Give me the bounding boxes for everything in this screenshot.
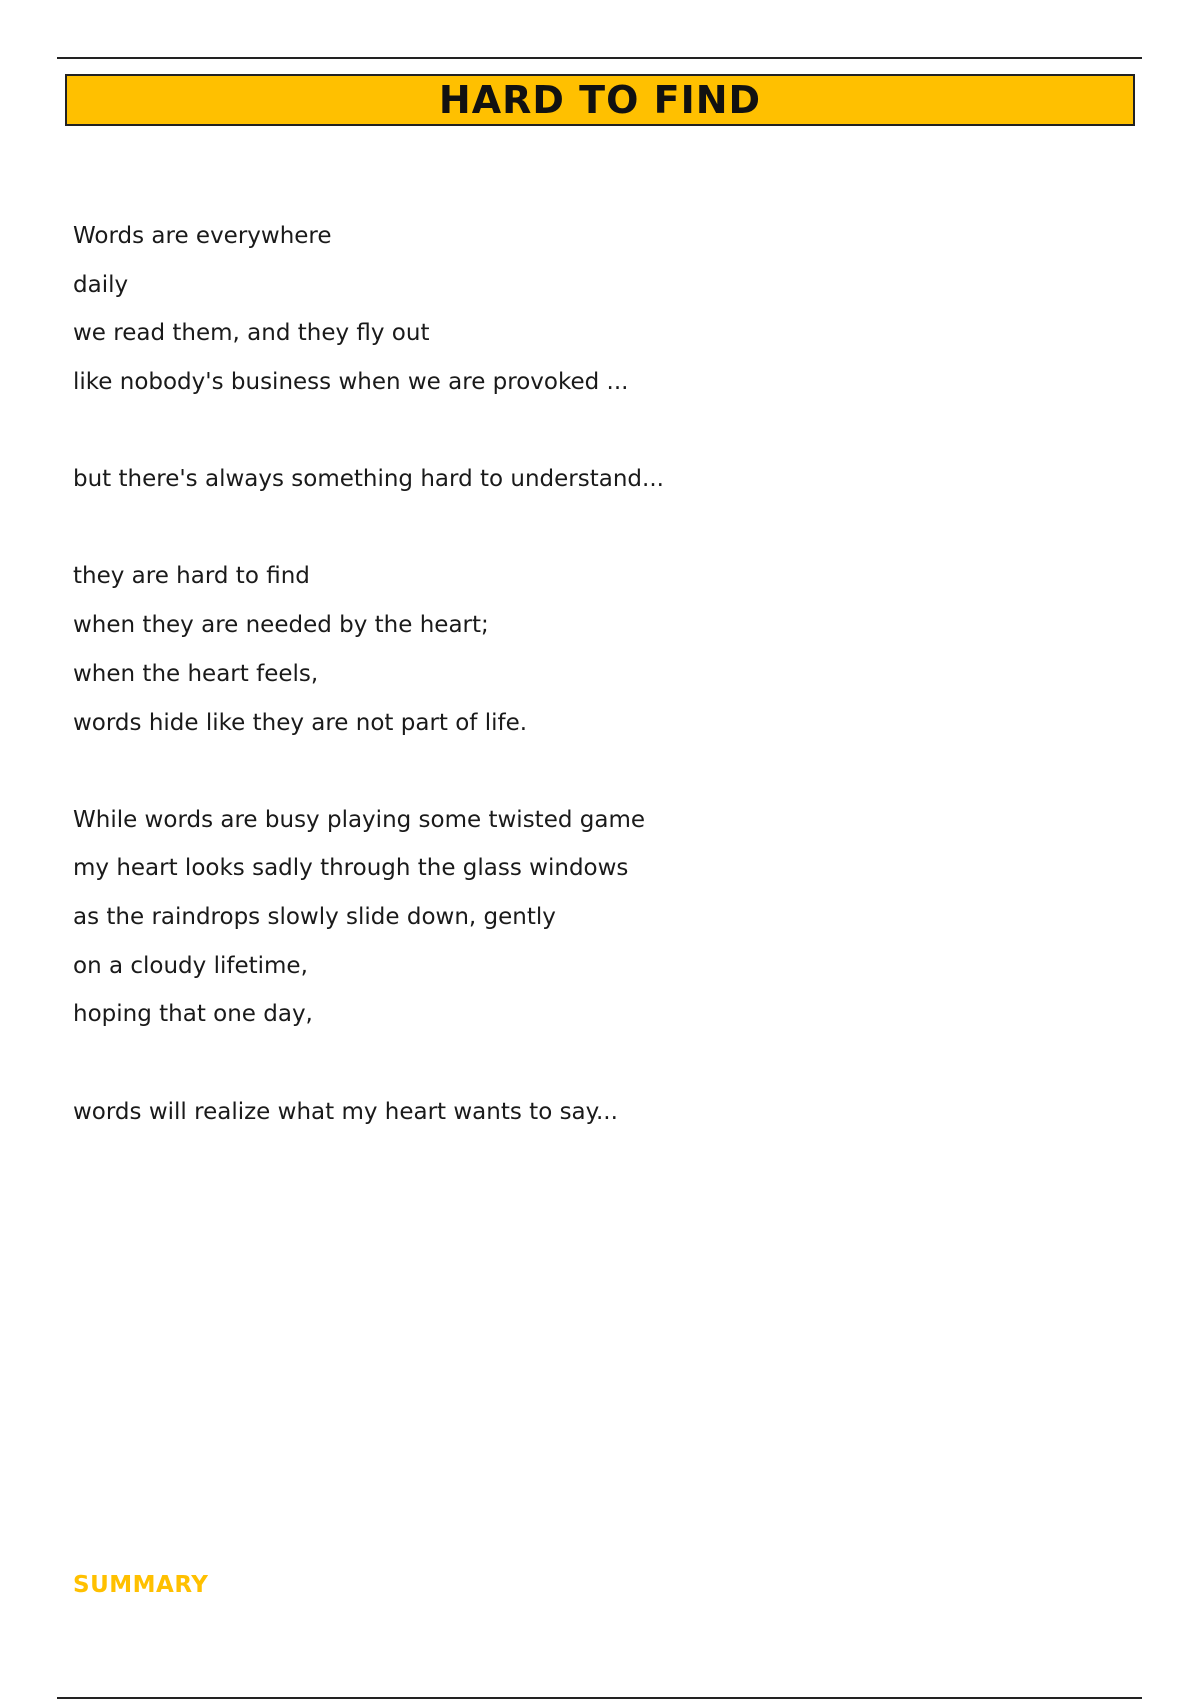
page-title: HARD TO FIND xyxy=(438,78,762,122)
poem-line: on a cloudy lifetime, xyxy=(73,952,308,979)
poem-line: we read them, and they fly out xyxy=(73,320,430,347)
stanza-4 xyxy=(73,796,1073,1039)
title-bar xyxy=(65,74,1135,126)
poem-line: my heart looks sadly through the glass windows xyxy=(73,855,629,882)
poem-body xyxy=(73,212,1073,1136)
poem-line: when the heart feels, xyxy=(73,660,319,687)
poem-line: they are hard to find xyxy=(73,563,310,590)
bottom-rule xyxy=(57,1697,1142,1699)
poem-line: words hide like they are not part of life. xyxy=(73,709,528,736)
poem-line: but there's always something hard to understand... xyxy=(73,466,664,493)
poem-line: While words are busy playing some twisted game xyxy=(73,806,646,833)
poem-line: hoping that one day, xyxy=(73,1001,313,1028)
poem-line: like nobody's business when we are provoked ... xyxy=(73,369,629,396)
stanza-1 xyxy=(73,212,1073,407)
top-rule xyxy=(57,57,1142,59)
stanza-3 xyxy=(73,552,1073,747)
poem-line: words will realize what my heart wants to say... xyxy=(73,1098,618,1125)
poem-line: daily xyxy=(73,271,129,298)
poem-line: Words are everywhere xyxy=(73,223,332,249)
stanza-2 xyxy=(73,455,1073,504)
poem-line: as the raindrops slowly slide down, gently xyxy=(73,904,556,931)
stanza-5 xyxy=(73,1088,1073,1137)
poem-line: when they are needed by the heart; xyxy=(73,612,489,639)
summary-heading: SUMMARY xyxy=(73,1572,209,1598)
